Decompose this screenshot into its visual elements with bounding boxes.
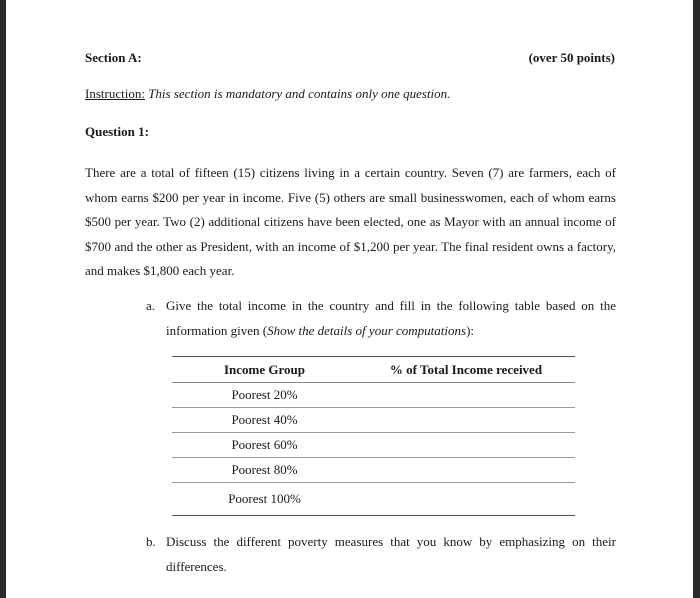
table-cell-group: Poorest 100% (228, 491, 301, 506)
question-title: Question 1: (85, 124, 149, 139)
table-cell-group: Poorest 40% (172, 408, 357, 433)
table-row (172, 383, 575, 408)
table-cell-group: Poorest 20% (172, 383, 357, 408)
part-a-body (166, 294, 616, 343)
table-cell-group: Poorest 80% (172, 458, 357, 483)
table-header-percent-total: % of Total Income received (357, 357, 575, 383)
question-paragraph: There are a total of fifteen (15) citizens living in a certain country. Seven (7) are farmers, each of whom earns $200 per year in income. Five (5) others are small businesswomen, each of whom earns $500 per year. Two (2) additional citizens have been elected, one as Mayor with an annual income of $700 and the other as President, with an income of $1,200 per year. The final resident owns a factory, and makes $1,800 each year. (85, 165, 616, 279)
table-cell-percent (357, 408, 575, 433)
table-cell-percent (357, 383, 575, 408)
part-a (146, 294, 616, 343)
table-header-row (172, 357, 575, 383)
section-label: Section A: (85, 50, 142, 65)
part-a-marker: a. (146, 298, 156, 313)
table-cell-percent (357, 433, 575, 458)
part-a-text-end: ): (466, 322, 475, 338)
table-row (172, 458, 575, 483)
table-cell-percent (357, 458, 575, 483)
document-page (6, 0, 693, 598)
part-b (146, 530, 616, 579)
table-header-income-group: Income Group (172, 357, 357, 383)
table-cell-percent (357, 483, 575, 516)
table-row (172, 483, 575, 516)
part-a-italic: Show the details of your computations (267, 322, 467, 338)
instruction-text: This section is mandatory and contains only one question. (148, 86, 451, 101)
table-row (172, 433, 575, 458)
part-b-text: Discuss the different poverty measures that you know by emphasizing on their differences. (166, 534, 616, 574)
table-cell-group: Poorest 60% (172, 433, 357, 458)
part-a-text: Give the total income in the country and fill in the following table based on the information given ( (166, 298, 616, 338)
table-row (172, 408, 575, 433)
part-b-marker: b. (146, 534, 156, 549)
instruction-line (85, 86, 450, 102)
section-header (85, 50, 615, 66)
income-table (172, 356, 575, 516)
instruction-label: Instruction: (85, 86, 145, 101)
section-points: (over 50 points) (528, 50, 615, 65)
